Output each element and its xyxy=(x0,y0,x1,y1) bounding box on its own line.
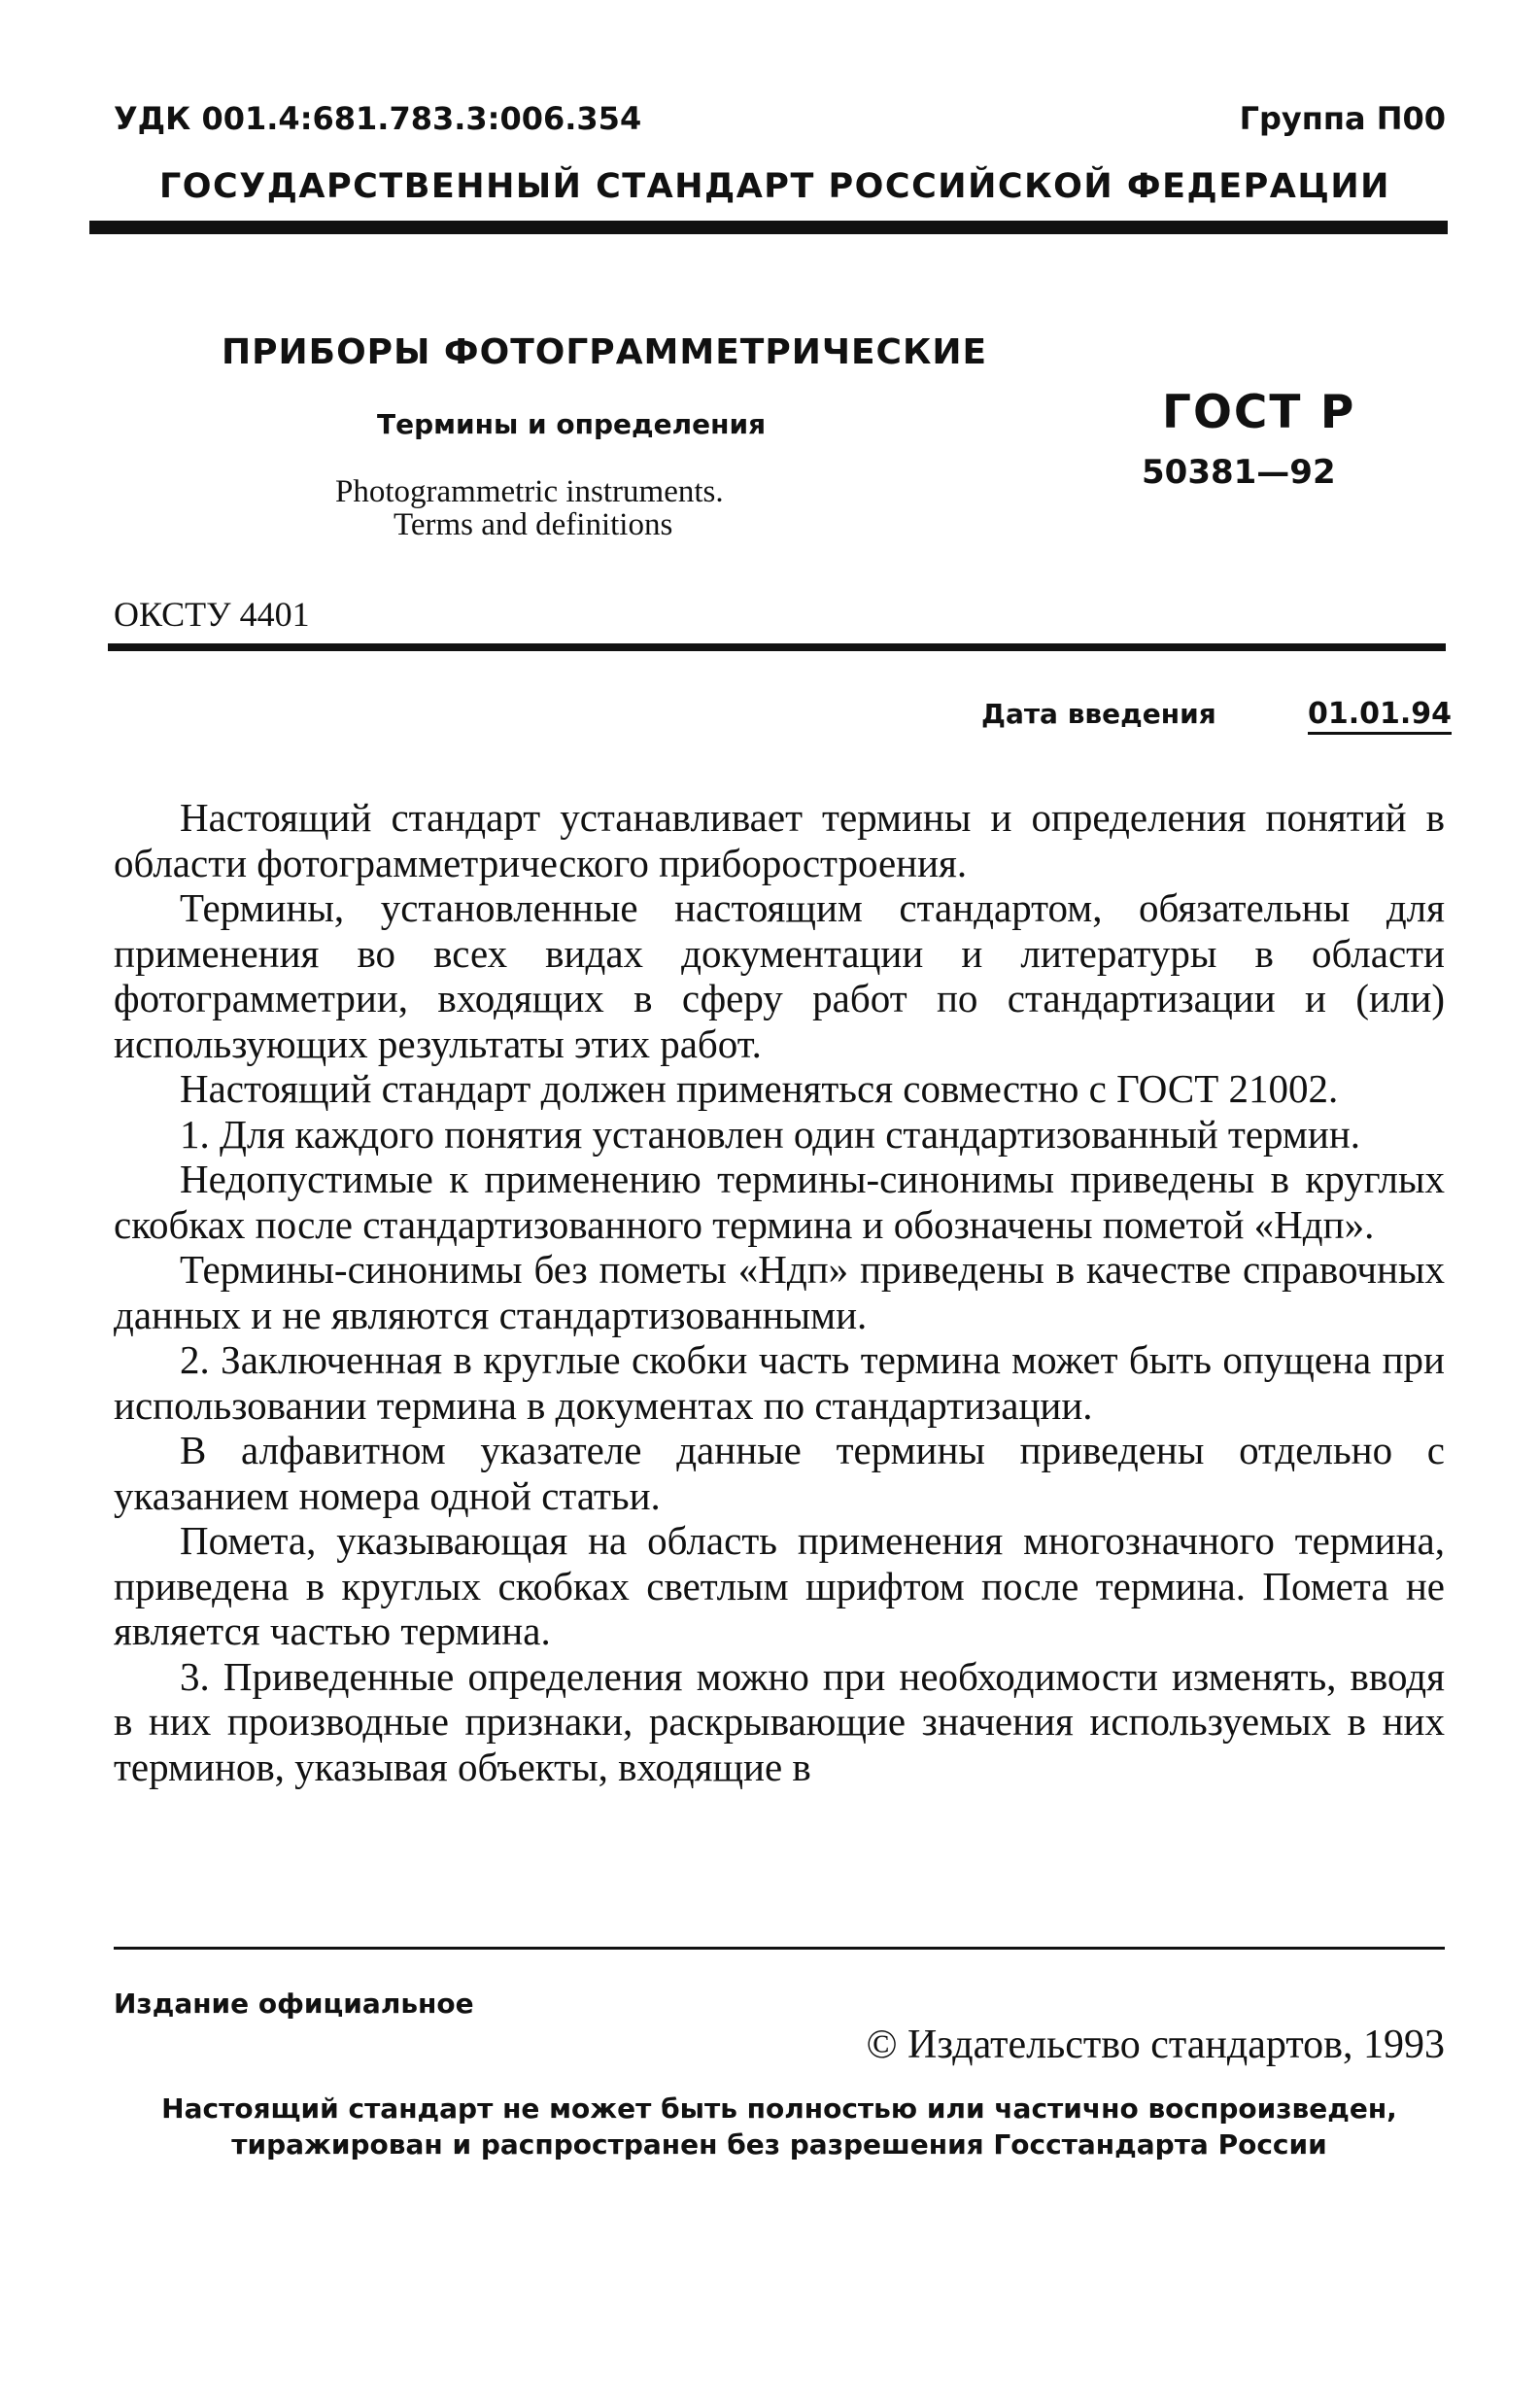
intro-date-value: 01.01.94 xyxy=(1308,697,1452,735)
reproduction-notice-line2: тиражирован и распространен без разрешения Госстандарта России xyxy=(231,2128,1327,2161)
reproduction-notice-line1: Настоящий стандарт не может быть полностью или частично воспроизведен, xyxy=(161,2092,1397,2125)
paragraph: Настоящий стандарт должен применяться совместно с ГОСТ 21002. xyxy=(180,1066,1339,1111)
gost-number: 50381—92 xyxy=(1142,453,1336,492)
title-block-rule xyxy=(108,643,1446,651)
paragraph: Помета, указывающая на область применения многозначного термина, приведена в круглых скобках светлым шрифтом после термина. Помета не является частью термина. xyxy=(114,1518,1445,1653)
paragraph: 2. Заключенная в круглые скобки часть термина может быть опущена при использовании термина в документах по стандартизации. xyxy=(114,1337,1445,1428)
copyright-line: © Издательство стандартов, 1993 xyxy=(866,2023,1445,2067)
state-standard-heading: ГОСУДАРСТВЕННЫЙ СТАНДАРТ РОССИЙСКОЙ ФЕДЕРАЦИИ xyxy=(159,167,1390,206)
english-title-line2: Terms and definitions xyxy=(394,507,673,542)
document-title: ПРИБОРЫ ФОТОГРАММЕТРИЧЕСКИЕ xyxy=(222,332,988,372)
okstu-code: ОКСТУ 4401 xyxy=(114,595,310,634)
paragraph: Термины-синонимы без пометы «Ндп» приведены в качестве справочных данных и не являются стандартизованными. xyxy=(114,1247,1445,1337)
group-code: Группа П00 xyxy=(1239,100,1446,137)
intro-date-label: Дата введения xyxy=(981,698,1216,730)
header-thick-rule xyxy=(89,221,1448,234)
document-subtitle: Термины и определения xyxy=(377,408,767,440)
body-text xyxy=(114,795,1445,1789)
paragraph: 1. Для каждого понятия установлен один стандартизованный термин. xyxy=(180,1111,1361,1157)
english-title-line1: Photogrammetric instruments. xyxy=(335,474,724,509)
gost-label: ГОСТ Р xyxy=(1162,386,1356,439)
footer-rule xyxy=(114,1947,1445,1950)
paragraph: Настоящий стандарт устанавливает термины и определения понятий в области фотограмметрического приборостроения. xyxy=(114,795,1445,885)
paragraph: 3. Приведенные определения можно при необходимости изменять, вводя в них производные признаки, раскрывающие значения используемых в них терминов, указывая объекты, входящие в xyxy=(114,1653,1445,1789)
paragraph: Недопустимые к применению термины-синонимы приведены в круглых скобках после стандартизованного термина и обозначены пометой «Ндп». xyxy=(114,1157,1445,1247)
official-edition-note: Издание официальное xyxy=(114,1988,474,2020)
udk-code: УДК 001.4:681.783.3:006.354 xyxy=(114,100,642,137)
paragraph: В алфавитном указателе данные термины приведены отдельно с указанием номера одной статьи. xyxy=(114,1428,1445,1518)
paragraph: Термины, установленные настоящим стандартом, обязательны для применения во всех видах документации и литературы в области фотограмметрии, входящих в сферу работ по стандартизации и (или) использующих результаты этих работ. xyxy=(114,885,1445,1066)
